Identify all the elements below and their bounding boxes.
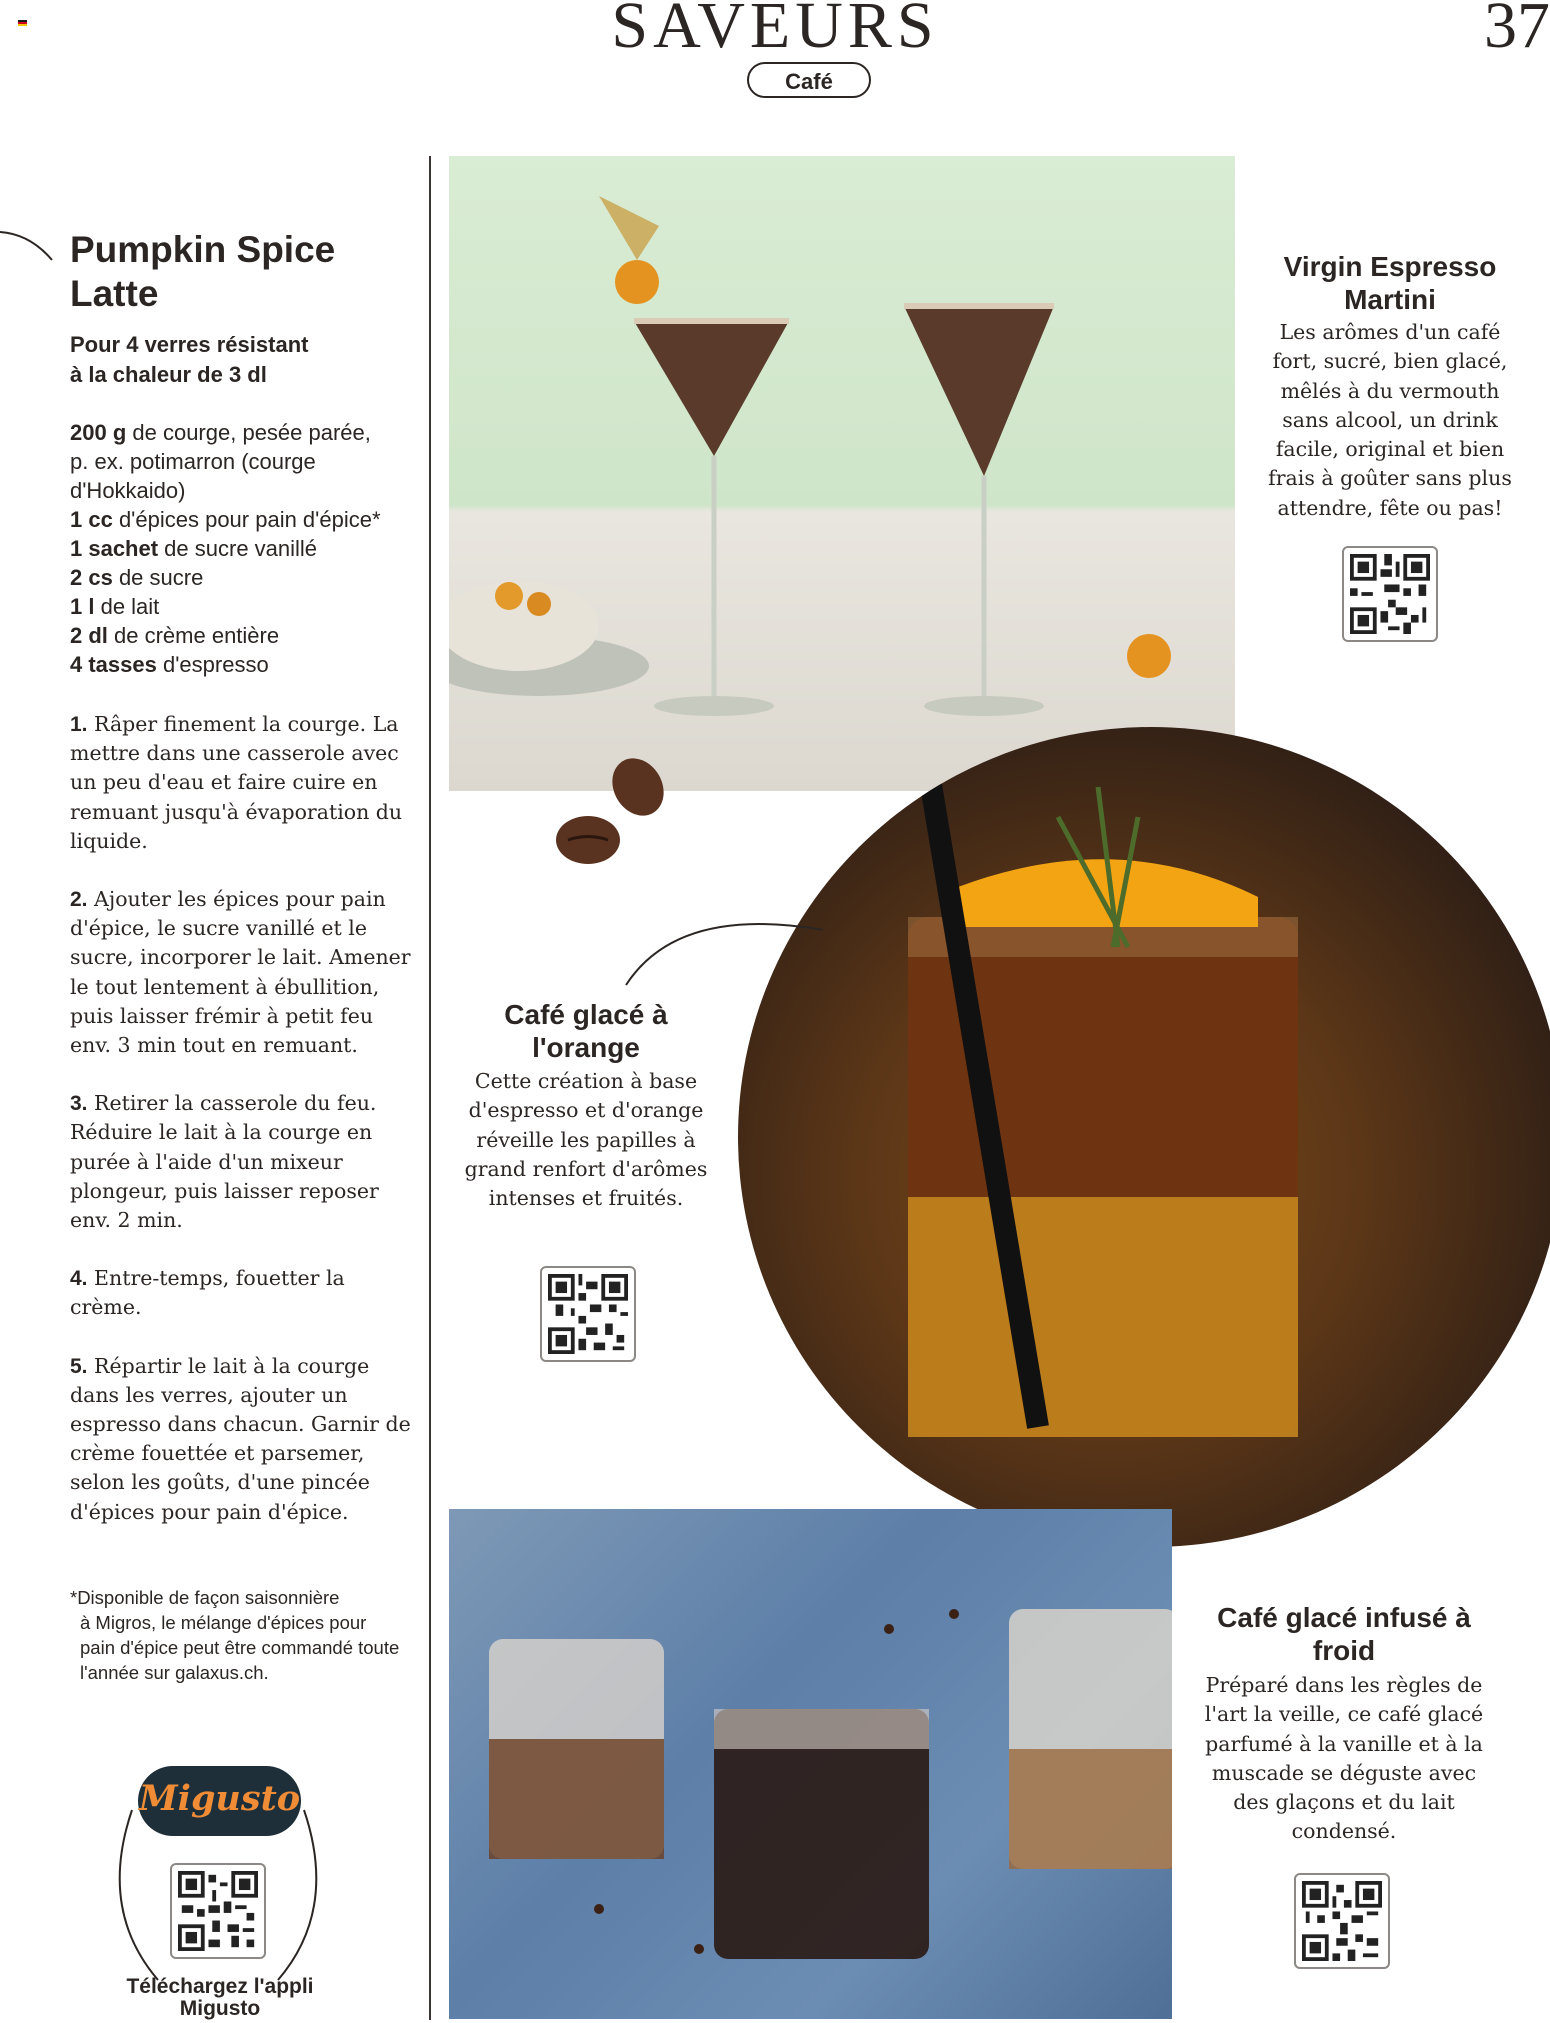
footnote: *Disponible de façon saisonnière à Migros, le mélange d'épices pour pain d'épice peut être commandé toute l'année sur galaxus.ch. [70, 1587, 400, 1683]
drink-title-cold-brew: Café glacé infusé à froid [1217, 1602, 1471, 1666]
drink-description-orange-iced-coffee: Cette création à base d'espresso et d'orange réveille les papilles à grand renfort d'arômes intenses et fruités. [464, 1069, 708, 1211]
ingredient-item: d'Hokkaido) [70, 478, 186, 503]
iced-orange-coffee-photo [738, 727, 1550, 1547]
drink-title-espresso-martini: Virgin Espresso Martini [1283, 251, 1497, 315]
section-title: SAVEURS [611, 0, 939, 62]
recipe-steps [70, 710, 415, 1556]
cold-brew-photo [449, 1509, 1172, 2019]
serves-line-1: Pour 4 verres résistant [70, 332, 309, 357]
recipe-step: 4. Entre-temps, fouetter la crème. [70, 1266, 345, 1320]
recipe-step: 5. Répartir le lait à la courge dans les verres, ajouter un espresso dans chacun. Garnir de crème fouettée et parsemer, selon les goûts, d'une pincée d'épices pour pain d'épice. [70, 1353, 411, 1524]
ingredient-item: p. ex. potimarron (courge [70, 449, 316, 474]
qr-code-icon[interactable] [170, 1863, 266, 1959]
recipe-step: 3. Retirer la casserole du feu. Réduire le lait à la courge en purée à l'aide d'un mixeur plongeur, puis laisser reposer env. 2 min. [70, 1091, 379, 1233]
ingredient-item: 2 dl de crème entière [70, 623, 280, 648]
column-divider [429, 156, 431, 2020]
ingredient-item: 4 tasses d'espresso [70, 652, 269, 677]
qr-code-icon[interactable] [540, 1266, 636, 1362]
migusto-download-label: Téléchargez l'appli Migusto [126, 1975, 314, 2020]
recipe-step: 1. Râper finement la courge. La mettre dans une casserole avec un peu d'eau et faire cuire en remuant jusqu'à évaporation du liquide. [70, 712, 403, 853]
serves-line-2: à la chaleur de 3 dl [70, 362, 267, 387]
coffee-beans-decoration [550, 755, 670, 875]
espresso-martini-photo [449, 156, 1235, 791]
page-number: 37 [1484, 0, 1550, 62]
ingredient-item: 1 cc d'épices pour pain d'épice* [70, 507, 381, 532]
orange-coffee-illustration [738, 727, 1550, 1547]
ingredient-item: 1 sachet de sucre vanillé [70, 536, 318, 561]
qr-code-graphic [1302, 1881, 1382, 1961]
category-tag: Café [747, 62, 871, 98]
drink-description-espresso-martini: Les arômes d'un café fort, sucré, bien glacé, mêlés à du vermouth sans alcool, un drink facile, original et bien frais à goûter sans plus attendre, fête ou pas! [1268, 320, 1512, 520]
ingredient-item: 200 g de courge, pesée parée, [70, 420, 371, 445]
recipe-step: 2. Ajouter les épices pour pain d'épice, le sucre vanillé et le sucre, incorporer le lait. Amener le tout lentement à ébullition, puis laisser frémir à petit feu env. 3 min tout en remuant. [70, 887, 411, 1058]
qr-code-graphic [178, 1871, 258, 1951]
qr-code-graphic [548, 1274, 628, 1354]
decorative-line [0, 220, 60, 270]
ingredient-list [70, 418, 410, 679]
martini-illustration [449, 156, 1235, 791]
ingredient-item: 2 cs de sucre [70, 565, 204, 590]
cold-brew-illustration [449, 1509, 1172, 2019]
recipe-title: Pumpkin Spice Latte [70, 229, 336, 314]
qr-code-icon[interactable] [1294, 1873, 1390, 1969]
qr-code-graphic [1350, 554, 1430, 634]
recipe-serves [70, 330, 370, 390]
pointer-curve [618, 900, 828, 990]
migusto-logo[interactable]: Migusto [138, 1766, 301, 1836]
drink-title-orange-iced-coffee: Café glacé à l'orange [504, 999, 668, 1063]
drink-description-cold-brew: Préparé dans les règles de l'art la veille, ce café glacé parfumé à la vanille et à la muscade se déguste avec des glaçons et du lait condensé. [1204, 1673, 1484, 1844]
ingredient-item: 1 l de lait [70, 594, 160, 619]
qr-code-icon[interactable] [1342, 546, 1438, 642]
